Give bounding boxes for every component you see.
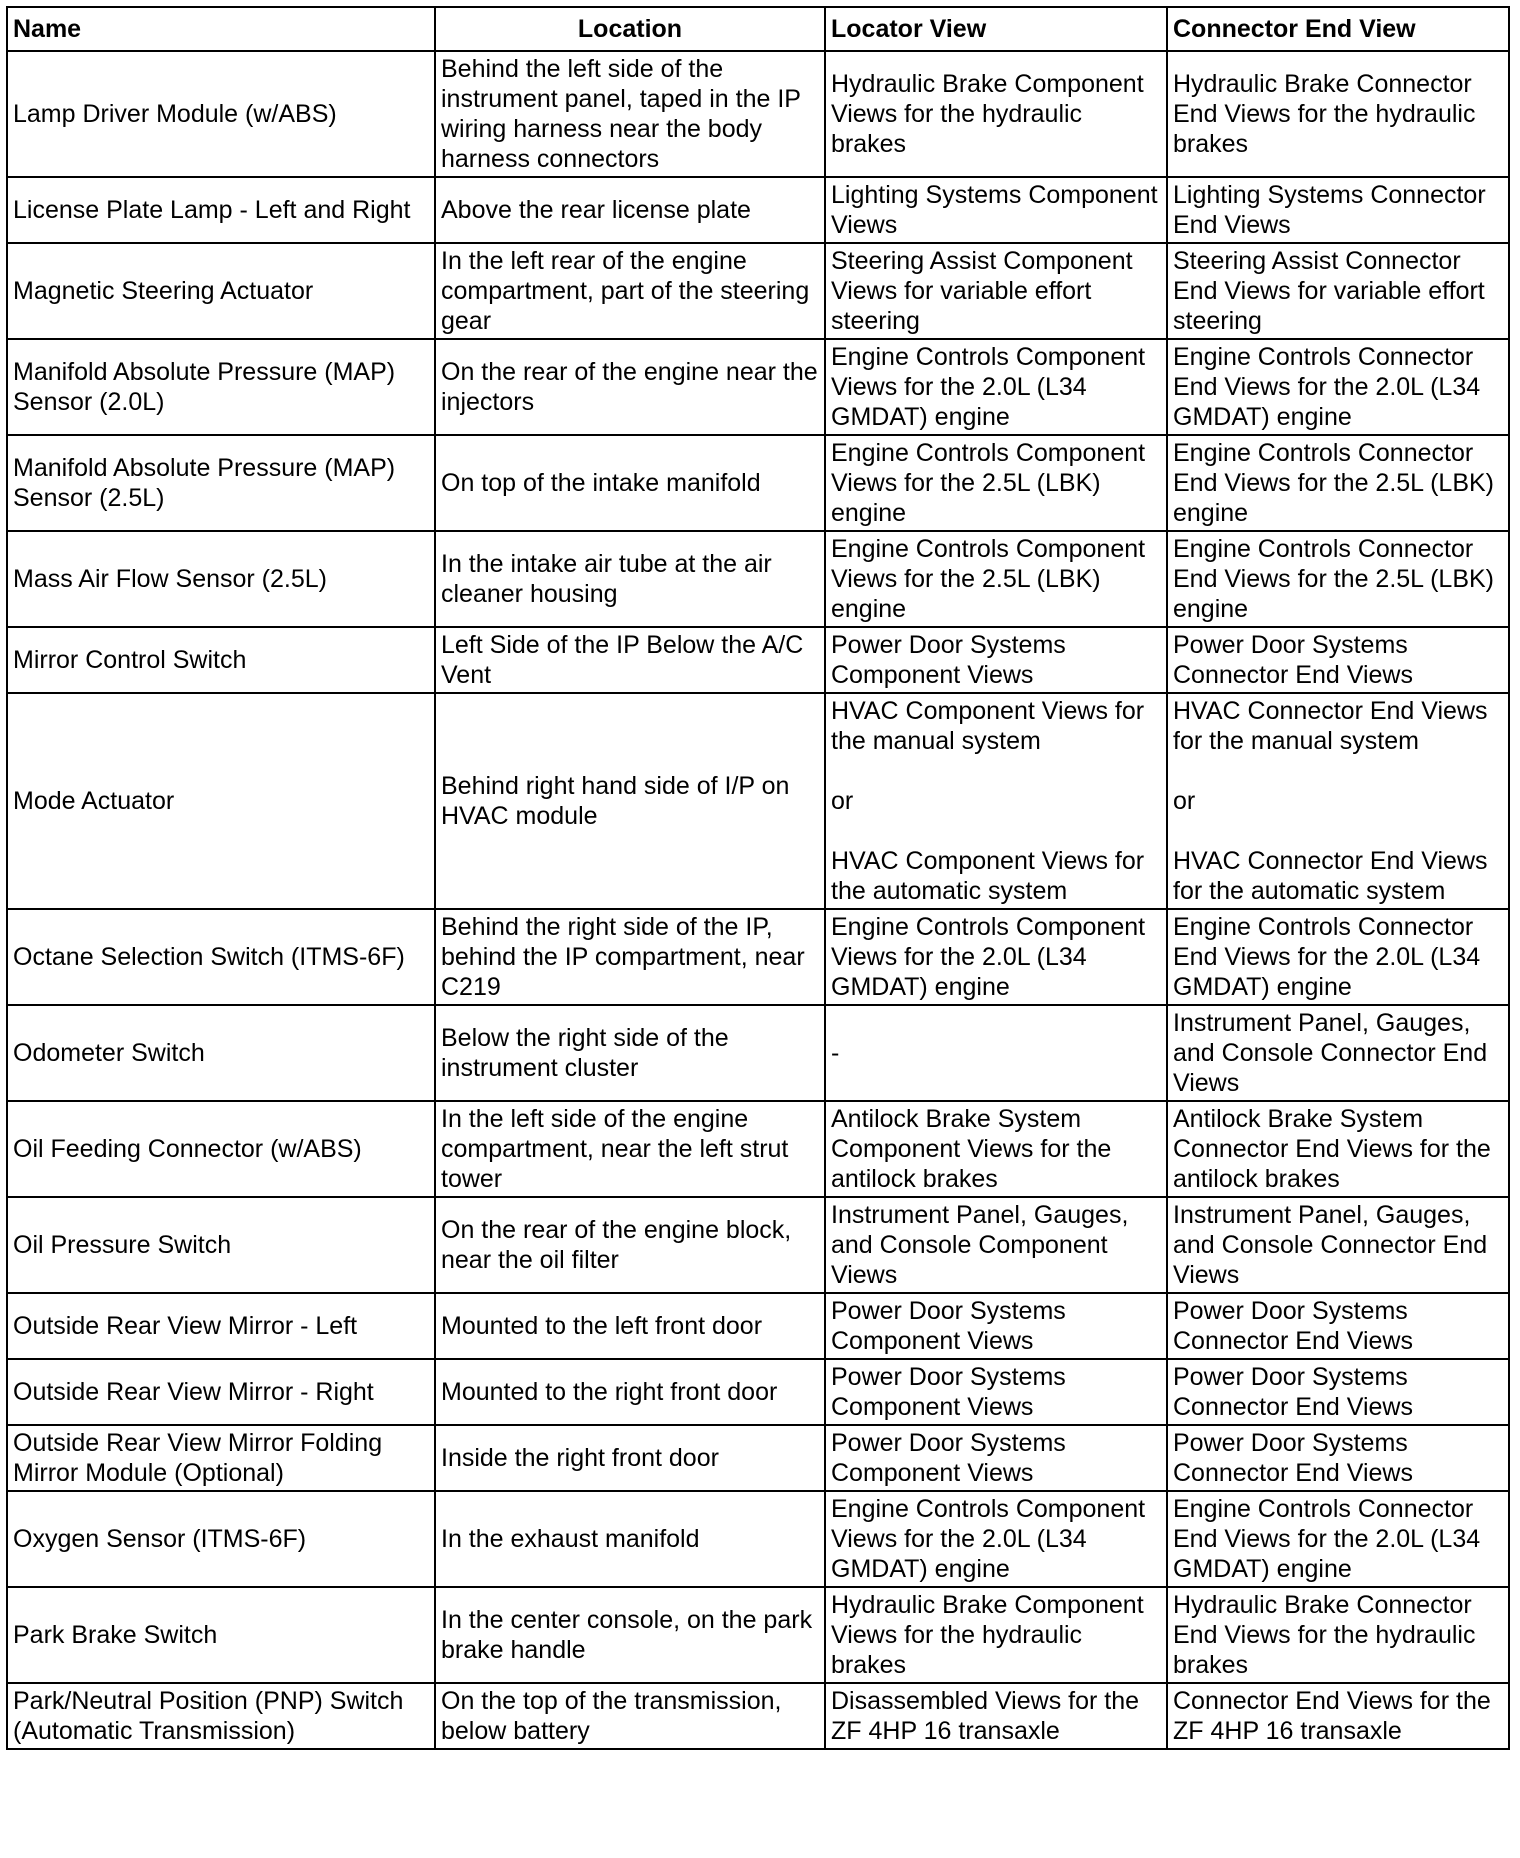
cell-location bbox=[435, 1005, 825, 1101]
cell-locator-view bbox=[825, 1359, 1167, 1425]
cell-name-text: Mirror Control Switch bbox=[13, 646, 247, 674]
cell-name-text: Octane Selection Switch (ITMS-6F) bbox=[13, 943, 405, 971]
cell-location bbox=[435, 627, 825, 693]
table-row bbox=[7, 909, 1509, 1005]
cell-connector-end-view-text: Lighting Systems Connector End Views bbox=[1173, 181, 1486, 239]
cell-connector-end-view-text: Hydraulic Brake Connector End Views for the hydraulic brakes bbox=[1173, 1591, 1476, 1679]
cell-locator-view bbox=[825, 531, 1167, 627]
cell-connector-end-view-text: HVAC Connector End Views for the manual system or HVAC Connector End Views for the automatic system bbox=[1173, 697, 1488, 905]
cell-location-text: Mounted to the left front door bbox=[441, 1312, 763, 1340]
cell-locator-view bbox=[825, 1683, 1167, 1749]
cell-name bbox=[7, 1425, 435, 1491]
cell-connector-end-view bbox=[1167, 1293, 1509, 1359]
component-locator-table bbox=[6, 6, 1510, 1750]
header-name: Name bbox=[7, 7, 435, 51]
cell-connector-end-view bbox=[1167, 1197, 1509, 1293]
cell-connector-end-view-text: Engine Controls Connector End Views for the 2.5L (LBK) engine bbox=[1173, 439, 1495, 527]
table-row bbox=[7, 51, 1509, 177]
header-locator-view: Locator View bbox=[825, 7, 1167, 51]
cell-locator-view bbox=[825, 909, 1167, 1005]
cell-location-text: Behind the left side of the instrument panel, taped in the IP wiring harness near the body harness connectors bbox=[441, 55, 801, 173]
cell-locator-view-text: Steering Assist Component Views for variable effort steering bbox=[831, 247, 1133, 335]
cell-location bbox=[435, 177, 825, 243]
cell-locator-view-text: Engine Controls Component Views for the 2.0L (L34 GMDAT) engine bbox=[831, 343, 1146, 431]
table-row bbox=[7, 1293, 1509, 1359]
table-row bbox=[7, 1359, 1509, 1425]
table-body bbox=[7, 51, 1509, 1749]
cell-location-text: Left Side of the IP Below the A/C Vent bbox=[441, 631, 804, 689]
table-row bbox=[7, 1587, 1509, 1683]
cell-name bbox=[7, 177, 435, 243]
cell-location bbox=[435, 1101, 825, 1197]
table-row bbox=[7, 627, 1509, 693]
header-location: Location bbox=[435, 7, 825, 51]
cell-name-text: Outside Rear View Mirror - Right bbox=[13, 1378, 374, 1406]
cell-locator-view-text: Power Door Systems Component Views bbox=[831, 1297, 1066, 1355]
cell-connector-end-view-text: Instrument Panel, Gauges, and Console Connector End Views bbox=[1173, 1201, 1488, 1289]
cell-connector-end-view bbox=[1167, 1491, 1509, 1587]
cell-location bbox=[435, 693, 825, 909]
cell-locator-view-text: - bbox=[831, 1039, 840, 1067]
cell-location bbox=[435, 1293, 825, 1359]
cell-locator-view-text: Instrument Panel, Gauges, and Console Component Views bbox=[831, 1201, 1129, 1289]
cell-name bbox=[7, 435, 435, 531]
cell-name bbox=[7, 1293, 435, 1359]
cell-locator-view bbox=[825, 1005, 1167, 1101]
table-row bbox=[7, 435, 1509, 531]
cell-connector-end-view bbox=[1167, 1683, 1509, 1749]
header-connector-end-view: Connector End View bbox=[1167, 7, 1509, 51]
cell-locator-view bbox=[825, 51, 1167, 177]
cell-location-text: On the rear of the engine block, near the oil filter bbox=[441, 1216, 792, 1274]
cell-location bbox=[435, 1683, 825, 1749]
cell-location-text: On top of the intake manifold bbox=[441, 469, 761, 497]
cell-connector-end-view-text: Connector End Views for the ZF 4HP 16 transaxle bbox=[1173, 1687, 1491, 1745]
cell-location-text: Behind right hand side of I/P on HVAC module bbox=[441, 772, 790, 830]
cell-connector-end-view bbox=[1167, 909, 1509, 1005]
cell-locator-view-text: HVAC Component Views for the manual system or HVAC Component Views for the automatic system bbox=[831, 697, 1145, 905]
cell-connector-end-view-text: Engine Controls Connector End Views for the 2.0L (L34 GMDAT) engine bbox=[1173, 1495, 1481, 1583]
cell-locator-view bbox=[825, 1293, 1167, 1359]
cell-location bbox=[435, 339, 825, 435]
cell-name bbox=[7, 243, 435, 339]
cell-location-text: Behind the right side of the IP, behind the IP compartment, near C219 bbox=[441, 913, 805, 1001]
table-row bbox=[7, 243, 1509, 339]
cell-location bbox=[435, 1587, 825, 1683]
cell-connector-end-view bbox=[1167, 177, 1509, 243]
table-header-row bbox=[7, 7, 1509, 51]
table-row bbox=[7, 1101, 1509, 1197]
cell-name-text: Manifold Absolute Pressure (MAP) Sensor (2.0L) bbox=[13, 358, 396, 416]
cell-connector-end-view-text: Engine Controls Connector End Views for the 2.0L (L34 GMDAT) engine bbox=[1173, 343, 1481, 431]
cell-connector-end-view bbox=[1167, 339, 1509, 435]
cell-name-text: Oil Pressure Switch bbox=[13, 1231, 232, 1259]
cell-name bbox=[7, 339, 435, 435]
cell-location bbox=[435, 435, 825, 531]
cell-locator-view-text: Hydraulic Brake Component Views for the hydraulic brakes bbox=[831, 1591, 1144, 1679]
cell-connector-end-view-text: Power Door Systems Connector End Views bbox=[1173, 1429, 1413, 1487]
cell-location bbox=[435, 1197, 825, 1293]
cell-locator-view-text: Power Door Systems Component Views bbox=[831, 1429, 1066, 1487]
cell-location-text: On the top of the transmission, below battery bbox=[441, 1687, 782, 1745]
cell-location bbox=[435, 51, 825, 177]
cell-name bbox=[7, 1005, 435, 1101]
cell-location-text: Inside the right front door bbox=[441, 1444, 719, 1472]
cell-connector-end-view-text: Power Door Systems Connector End Views bbox=[1173, 1297, 1413, 1355]
cell-location-text: In the exhaust manifold bbox=[441, 1525, 700, 1553]
cell-name-text: Mode Actuator bbox=[13, 787, 175, 815]
cell-connector-end-view bbox=[1167, 693, 1509, 909]
cell-locator-view bbox=[825, 1425, 1167, 1491]
cell-location-text: In the left rear of the engine compartment, part of the steering gear bbox=[441, 247, 810, 335]
cell-location-text: Mounted to the right front door bbox=[441, 1378, 778, 1406]
cell-connector-end-view-text: Power Door Systems Connector End Views bbox=[1173, 631, 1413, 689]
cell-location bbox=[435, 1491, 825, 1587]
cell-connector-end-view-text: Instrument Panel, Gauges, and Console Connector End Views bbox=[1173, 1009, 1488, 1097]
cell-name-text: Odometer Switch bbox=[13, 1039, 205, 1067]
table-row bbox=[7, 531, 1509, 627]
cell-location-text: In the center console, on the park brake handle bbox=[441, 1606, 813, 1664]
cell-locator-view-text: Hydraulic Brake Component Views for the hydraulic brakes bbox=[831, 70, 1144, 158]
cell-name-text: Magnetic Steering Actuator bbox=[13, 277, 314, 305]
cell-connector-end-view bbox=[1167, 1005, 1509, 1101]
cell-name-text: License Plate Lamp - Left and Right bbox=[13, 196, 411, 224]
cell-connector-end-view bbox=[1167, 51, 1509, 177]
cell-locator-view bbox=[825, 1491, 1167, 1587]
cell-locator-view-text: Disassembled Views for the ZF 4HP 16 transaxle bbox=[831, 1687, 1140, 1745]
table-row bbox=[7, 1683, 1509, 1749]
cell-location-text: Below the right side of the instrument cluster bbox=[441, 1024, 729, 1082]
cell-locator-view bbox=[825, 1101, 1167, 1197]
cell-location-text: In the intake air tube at the air cleaner housing bbox=[441, 550, 772, 608]
cell-connector-end-view bbox=[1167, 243, 1509, 339]
cell-location bbox=[435, 243, 825, 339]
cell-locator-view bbox=[825, 627, 1167, 693]
cell-connector-end-view bbox=[1167, 531, 1509, 627]
cell-connector-end-view-text: Engine Controls Connector End Views for the 2.5L (LBK) engine bbox=[1173, 535, 1495, 623]
table-row bbox=[7, 177, 1509, 243]
cell-connector-end-view bbox=[1167, 1587, 1509, 1683]
cell-name bbox=[7, 627, 435, 693]
table-row bbox=[7, 1425, 1509, 1491]
cell-connector-end-view-text: Engine Controls Connector End Views for the 2.0L (L34 GMDAT) engine bbox=[1173, 913, 1481, 1001]
table-row bbox=[7, 1197, 1509, 1293]
cell-location-text: On the rear of the engine near the injectors bbox=[441, 358, 818, 416]
cell-name-text: Park/Neutral Position (PNP) Switch (Automatic Transmission) bbox=[13, 1687, 404, 1745]
table-row bbox=[7, 1005, 1509, 1101]
cell-location bbox=[435, 1359, 825, 1425]
cell-locator-view-text: Lighting Systems Component Views bbox=[831, 181, 1158, 239]
table-row bbox=[7, 693, 1509, 909]
cell-connector-end-view bbox=[1167, 1425, 1509, 1491]
cell-connector-end-view-text: Steering Assist Connector End Views for variable effort steering bbox=[1173, 247, 1485, 335]
cell-name-text: Outside Rear View Mirror - Left bbox=[13, 1312, 358, 1340]
cell-locator-view bbox=[825, 435, 1167, 531]
cell-locator-view bbox=[825, 1197, 1167, 1293]
cell-name-text: Manifold Absolute Pressure (MAP) Sensor (2.5L) bbox=[13, 454, 396, 512]
cell-name-text: Park Brake Switch bbox=[13, 1621, 218, 1649]
cell-connector-end-view bbox=[1167, 1359, 1509, 1425]
cell-connector-end-view bbox=[1167, 435, 1509, 531]
cell-locator-view bbox=[825, 243, 1167, 339]
cell-name bbox=[7, 1101, 435, 1197]
table-row bbox=[7, 339, 1509, 435]
cell-location-text: In the left side of the engine compartment, near the left strut tower bbox=[441, 1105, 789, 1193]
cell-locator-view-text: Power Door Systems Component Views bbox=[831, 631, 1066, 689]
table-row bbox=[7, 1491, 1509, 1587]
cell-connector-end-view-text: Hydraulic Brake Connector End Views for the hydraulic brakes bbox=[1173, 70, 1476, 158]
cell-connector-end-view-text: Antilock Brake System Connector End Views for the antilock brakes bbox=[1173, 1105, 1491, 1193]
cell-connector-end-view-text: Power Door Systems Connector End Views bbox=[1173, 1363, 1413, 1421]
cell-name-text: Oil Feeding Connector (w/ABS) bbox=[13, 1135, 362, 1163]
cell-name bbox=[7, 51, 435, 177]
cell-locator-view-text: Engine Controls Component Views for the 2.5L (LBK) engine bbox=[831, 535, 1146, 623]
cell-locator-view-text: Engine Controls Component Views for the 2.0L (L34 GMDAT) engine bbox=[831, 1495, 1146, 1583]
cell-locator-view-text: Engine Controls Component Views for the 2.0L (L34 GMDAT) engine bbox=[831, 913, 1146, 1001]
cell-location bbox=[435, 909, 825, 1005]
cell-locator-view bbox=[825, 693, 1167, 909]
cell-name-text: Mass Air Flow Sensor (2.5L) bbox=[13, 565, 327, 593]
cell-locator-view bbox=[825, 339, 1167, 435]
cell-location-text: Above the rear license plate bbox=[441, 196, 751, 224]
cell-name bbox=[7, 1683, 435, 1749]
cell-locator-view bbox=[825, 177, 1167, 243]
cell-name bbox=[7, 1491, 435, 1587]
cell-name bbox=[7, 1587, 435, 1683]
cell-name bbox=[7, 531, 435, 627]
cell-name bbox=[7, 693, 435, 909]
cell-name bbox=[7, 909, 435, 1005]
cell-connector-end-view bbox=[1167, 627, 1509, 693]
cell-name bbox=[7, 1359, 435, 1425]
cell-location bbox=[435, 1425, 825, 1491]
cell-location bbox=[435, 531, 825, 627]
cell-name-text: Oxygen Sensor (ITMS-6F) bbox=[13, 1525, 307, 1553]
cell-name-text: Lamp Driver Module (w/ABS) bbox=[13, 100, 337, 128]
cell-locator-view bbox=[825, 1587, 1167, 1683]
cell-connector-end-view bbox=[1167, 1101, 1509, 1197]
cell-locator-view-text: Power Door Systems Component Views bbox=[831, 1363, 1066, 1421]
cell-locator-view-text: Antilock Brake System Component Views for the antilock brakes bbox=[831, 1105, 1112, 1193]
cell-name bbox=[7, 1197, 435, 1293]
cell-locator-view-text: Engine Controls Component Views for the 2.5L (LBK) engine bbox=[831, 439, 1146, 527]
cell-name-text: Outside Rear View Mirror Folding Mirror Module (Optional) bbox=[13, 1429, 383, 1487]
